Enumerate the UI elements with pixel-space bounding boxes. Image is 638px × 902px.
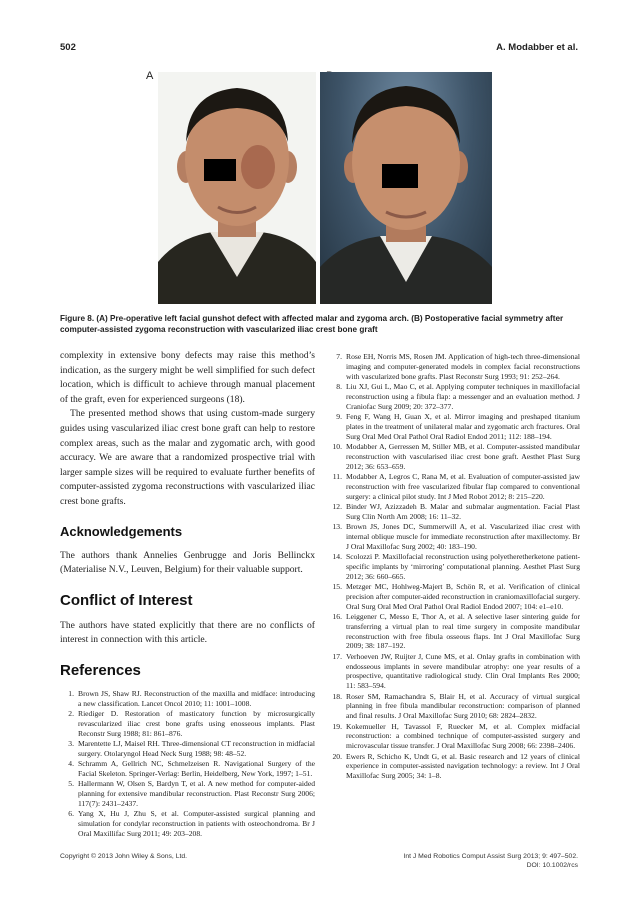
page-number: 502 — [60, 42, 76, 53]
references-heading: References — [60, 661, 141, 679]
discussion-paragraph: complexity in extensive bony defects may raise this method’s indication, as the surgery might be well simplified for such defect location, which is difficult to achieve through manual placement of the graft, even for experienced surgeons (18). — [60, 350, 315, 405]
reference-item: 18. Roser SM, Ramachandra S, Blair H, et al. Accuracy of virtual surgical planning in free fibula mandibular reconstruction: comparison of planned and final results. J Oral Maxillofac Surg 2010; 68: 2824–2832. — [332, 691, 580, 721]
reference-item: 16. Leiggener C, Messo E, Thor A, et al. A selective laser sintering guide for transferring a virtual plan to real time surgery in composite mandibular reconstruction with free fibula osseous flaps. Int J Oral Maxillofac Surg 2009; 38: 187–192. — [332, 612, 580, 651]
reference-item: 19. Kokemueller H, Tavassol F, Ruecker M, et al. Complex midfacial reconstruction: a combined technique of computer-assisted surgery and microvascular tissue transfer. J Oral Maxillofac Surg 2008; 66: 2398–2406. — [332, 721, 580, 751]
reference-item: 7. Rose EH, Norris MS, Rosen JM. Application of high-tech three-dimensional imaging and computer-generated models in complex facial reconstructions with vascularized bone grafts. Plast Reconstr Surg 1993; 91: 252–264. — [336, 352, 580, 381]
running-head-authors: A. Modabber et al. — [496, 42, 578, 53]
acknowledgements-heading: Acknowledgements — [60, 523, 183, 539]
preoperative-face-illustration — [158, 72, 316, 304]
right-column — [328, 352, 580, 782]
reference-item: 12. Binder WJ, Azizzadeh B. Malar and submalar augmentation. Facial Plast Surg Clin North Am 2008; 16: 11–32. — [332, 501, 580, 521]
postoperative-face-illustration — [320, 72, 492, 304]
reference-item: 14. Scolozzi P. Maxillofacial reconstruction using polyetheretherketone patient-specific implants by ‘mirroring’ computational planning. Aesthet Plast Surg 2012; 36: 660–665. — [332, 552, 580, 581]
reference-item: 10. Modabber A, Gerressen M, Stiller MB, et al. Computer-assisted mandibular reconstruction with vascularised iliac crest bone graft. Aesthet Plast Surg 2012; 36: 653–659. — [332, 441, 580, 471]
figure-caption: Figure 8. (A) Pre-operative left facial gunshot defect with affected malar and zygoma arch. (B) Postoperative facial symmetry after computer-assisted zygoma reconstruction with vascularized iliac crest bone graft — [60, 314, 564, 334]
acknowledgements-text: The authors thank Annelies Genbrugge and Joris Bellinckx (Materialise N.V., Leuven, Belgium) for their valuable support. — [60, 549, 315, 576]
left-column — [60, 349, 315, 839]
reference-item: 9. Feng F, Wang H, Guan X, et al. Mirror imaging and preshaped titanium plates in the treatment of unilateral malar and zygomatic arch fractures. Oral Surg Oral Med Oral Pathol Oral Radiol Endod 2011; 112: 188–194. — [336, 411, 580, 441]
eye-censor-bar — [204, 159, 236, 181]
references-list-right — [328, 352, 580, 781]
reference-item: 15. Metzger MC, Hohlweg-Majert B, Schön R, et al. Verification of clinical precision after computer-aided reconstruction in craniomaxillofacial surgery. Oral Surg Oral Med Oral Pathol Oral Radiol Endod 2007; 104: e1–e10. — [332, 582, 580, 611]
reference-item: 5. Hallermann W, Olsen S, Bardyn T, et al. A new method for computer-aided planning for extensive mandibular reconstruction. Plast Reconstr Surg 2006; 117(7): 2431–2437. — [68, 779, 315, 809]
conflict-heading: Conflict of Interest — [60, 591, 193, 609]
photo-preoperative — [158, 72, 316, 304]
copyright-notice: Copyright © 2013 John Wiley & Sons, Ltd. — [60, 853, 188, 860]
photo-postoperative — [320, 72, 492, 304]
journal-info: Int J Med Robotics Comput Assist Surg 2013; 9: 497–502. — [403, 853, 578, 860]
conflict-text: The authors have stated explicitly that there are no conflicts of interest in connection with this article. — [60, 619, 315, 646]
references-list-left — [60, 689, 315, 839]
discussion-paragraph: The presented method shows that using custom-made surgery guides using vascularized iliac crest bone graft can help to restore complex areas, such as the malar and zygomatic arch, with good accuracy. We are aware that a randomized prospective trial with larger sample sizes will be required to evaluate further benefits of computer-assisted zygoma reconstructions with vascularized iliac crest bone grafts. — [60, 408, 315, 507]
journal-citation — [403, 852, 578, 870]
reference-item: 3. Marentette LJ, Maisel RH. Three-dimensional CT reconstruction in midfacial surgery. Otolaryngol Head Neck Surg 1988; 98: 48–52. — [68, 739, 315, 758]
reference-item: 13. Brown JS, Jones DC, Summerwill A, et al. Vascularized iliac crest with internal oblique muscle for immediate reconstruction after maxillectomy. Br J Oral Maxillofac Surg 2002; 40: 183–190. — [332, 522, 580, 551]
reference-item: 20. Ewers R, Schicho K, Undt G, et al. Basic research and 12 years of clinical experience in computer-assisted navigation technology: a review. Int J Oral Maxillofac Surg 2005; 34: 1–8. — [332, 751, 580, 781]
doi: DOI: 10.1002/rcs — [526, 862, 578, 869]
reference-item: 8. Liu XJ, Gui L, Mao C, et al. Applying computer techniques in maxillofacial reconstruction using a fibula flap: a messenger and an evaluation method. J Craniofac Surg 2009; 20: 372–377. — [336, 381, 580, 411]
reference-item: 4. Schramm A, Gellrich NC, Schmelzeisen R. Navigational Surgery of the Facial Skeleton. Springer-Verlag: Berlin, Heidelberg, New York, 1997; 1–51. — [68, 759, 315, 779]
panel-label-a: A — [146, 70, 154, 82]
reference-item: 17. Verhoeven JW, Ruijter J, Cune MS, et al. Onlay grafts in combination with endosseous implants in severe mandibular atrophy: one year results of a prospective, quantitative radiological study. Clin Oral Implants Res 2000; 11: 583–594. — [332, 651, 580, 691]
eye-censor-bar — [382, 164, 418, 188]
reference-item: 2. Riediger D. Restoration of masticatory function by microsurgically revascularized iliac crest bone grafts using enosseous implants. Plast Reconstr Surg 1988; 81: 861–876. — [68, 709, 315, 738]
reference-item: 11. Modabber A, Legros C, Rana M, et al. Evaluation of computer-assisted jaw reconstruction with free vascularized fibular flap compared to conventional surgery: a clinical pilot study. Int J Med Robot 2012; 8: 215–220. — [332, 471, 580, 501]
reference-item: 1. Brown JS, Shaw RJ. Reconstruction of the maxilla and midface: introducing a new classification. Lancet Oncol 2010; 11: 1001–1008. — [68, 688, 315, 708]
reference-item: 6. Yang X, Hu J, Zhu S, et al. Computer-assisted surgical planning and simulation for condylar reconstruction in patients with osteochondroma. Br J Oral Maxillifac Surg 2011; 49: 203–208. — [68, 809, 315, 839]
